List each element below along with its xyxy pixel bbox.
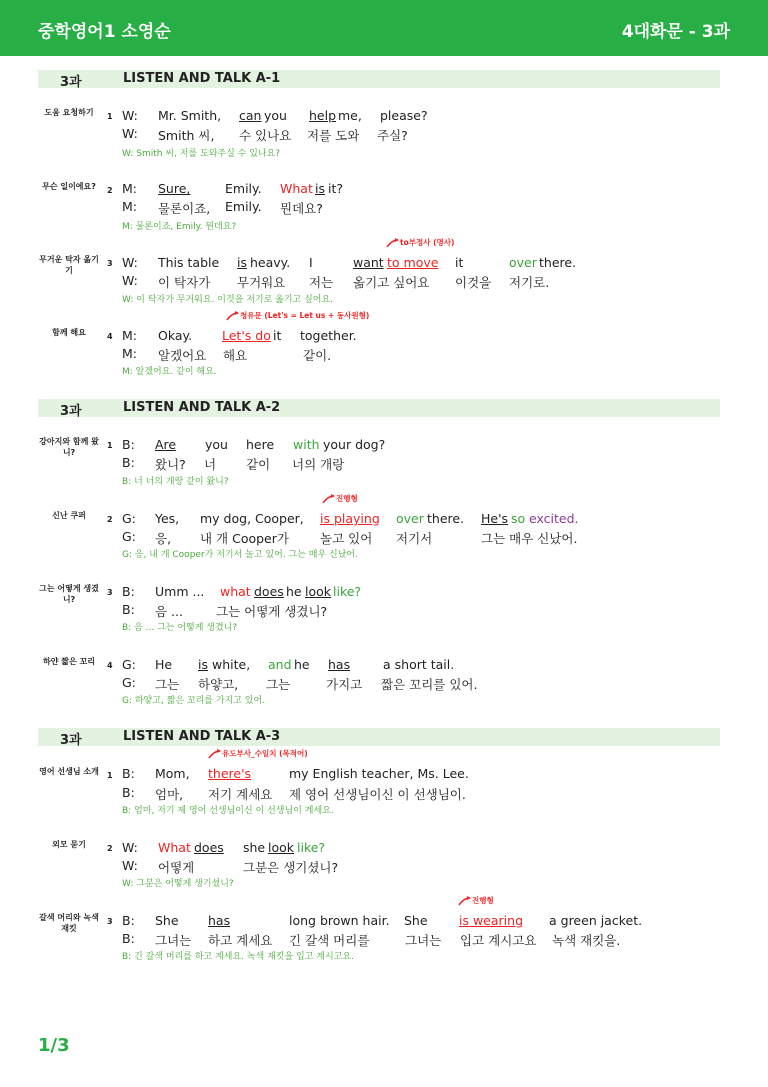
- phrase: look: [305, 584, 332, 599]
- phrase: She: [404, 913, 428, 928]
- translation: W: 그분은 어떻게 생기셨니?: [122, 879, 234, 889]
- speaker: W:: [122, 108, 138, 123]
- speaker: G:: [122, 675, 136, 690]
- speaker: B:: [122, 766, 135, 781]
- phrase: 해요: [223, 348, 248, 363]
- section-number: 3과: [60, 733, 82, 748]
- phrase: 주실?: [377, 128, 408, 143]
- item-tag: 갈색 머리와 녹색 재킷: [39, 913, 99, 933]
- phrase: my dog, Cooper,: [200, 511, 304, 526]
- item-tag: 무슨 일이에요?: [42, 182, 96, 191]
- phrase: together.: [300, 328, 357, 343]
- phrase: Sure,: [158, 181, 191, 196]
- item-tag: 신난 쿠퍼: [52, 511, 86, 520]
- speaker: M:: [122, 346, 137, 361]
- phrase: 하얗고,: [198, 677, 239, 692]
- phrase: she: [243, 840, 266, 855]
- phrase: there.: [539, 255, 577, 270]
- section-header: [38, 70, 720, 88]
- phrase: 그는: [155, 677, 180, 692]
- item-number: 2: [107, 186, 113, 195]
- phrase: 놀고 있어: [320, 531, 373, 546]
- translation: W: 이 탁자가 무거워요. 이것을 저기로 옮기고 싶어요.: [122, 295, 334, 305]
- phrase: He: [155, 657, 173, 672]
- phrase: 녹색 재킷을.: [552, 933, 621, 948]
- curved-arrow-icon: [386, 238, 400, 248]
- phrase: here: [246, 437, 275, 452]
- phrase: Smith 씨,: [158, 128, 215, 143]
- phrase: to move: [387, 255, 439, 270]
- phrase: 그녀는: [405, 933, 442, 948]
- speaker: B:: [122, 437, 135, 452]
- phrase: a short tail.: [383, 657, 455, 672]
- phrase: 무거워요: [237, 275, 286, 290]
- phrase: 하고 계세요: [208, 933, 273, 948]
- phrase: white,: [212, 657, 251, 672]
- phrase: 뭔데요?: [280, 201, 323, 216]
- phrase: my English teacher, Ms. Lee.: [289, 766, 469, 781]
- grammar-note: 진행형: [336, 494, 358, 503]
- curved-arrow-icon: [322, 494, 336, 504]
- phrase: Okay.: [158, 328, 193, 343]
- speaker: W:: [122, 840, 138, 855]
- item-number: 3: [107, 917, 113, 926]
- phrase: 저를 도와: [307, 128, 360, 143]
- phrase: 어떻게: [158, 860, 195, 875]
- phrase: 너: [204, 457, 217, 472]
- translation: B: 너 너의 개랑 같이 왔니?: [122, 477, 229, 487]
- phrase: Umm ...: [155, 584, 205, 599]
- phrase: can: [239, 108, 262, 123]
- phrase: 저는: [309, 275, 334, 290]
- item-tag: 도움 요청하기: [44, 108, 94, 117]
- phrase: has: [208, 913, 231, 928]
- phrase: is: [237, 255, 247, 270]
- speaker: M:: [122, 328, 137, 343]
- phrase: you: [264, 108, 287, 123]
- phrase: 저기서: [396, 531, 433, 546]
- phrase: does: [254, 584, 284, 599]
- phrase: and: [268, 657, 292, 672]
- translation: W: Smith 씨, 저를 도와주실 수 있나요?: [122, 149, 281, 159]
- translation: B: 음 ... 그는 어떻게 생겼니?: [122, 623, 238, 633]
- item-tag: 그는 어떻게 생겼니?: [39, 584, 99, 604]
- phrase: This table: [158, 255, 220, 270]
- phrase: it: [455, 255, 464, 270]
- phrase: What: [158, 840, 191, 855]
- item-tag: 영어 선생님 소개: [39, 767, 99, 776]
- section-number: 3과: [60, 404, 82, 419]
- phrase: Mom,: [155, 766, 190, 781]
- speaker: W:: [122, 255, 138, 270]
- phrase: 가지고: [326, 677, 363, 692]
- section-header: [38, 728, 720, 746]
- grammar-note: to부정사 (명사): [400, 238, 455, 247]
- phrase: 제 영어 선생님이신 이 선생님이.: [289, 787, 466, 802]
- phrase: 그는 어떻게 생겼니?: [216, 604, 328, 619]
- phrase: is: [315, 181, 325, 196]
- phrase: he: [286, 584, 302, 599]
- phrase: is: [198, 657, 208, 672]
- item-tag: 외모 묻기: [52, 840, 86, 849]
- translation: M: 물론이죠, Emily. 뭔데요?: [122, 222, 237, 232]
- phrase: 입고 계시고요: [460, 933, 537, 948]
- phrase: 물론이죠,: [158, 201, 211, 216]
- phrase: there's: [208, 766, 252, 781]
- phrase: 긴 갈색 머리를: [289, 933, 370, 948]
- curved-arrow-icon: [458, 896, 472, 906]
- phrase: long brown hair.: [289, 913, 390, 928]
- curved-arrow-icon: [208, 749, 222, 759]
- translation: B: 긴 갈색 머리를 하고 계세요. 녹색 재킷을 입고 계시고요.: [122, 952, 354, 962]
- grammar-note: 청유문 (Let's = Let us + 동사원형): [240, 311, 370, 320]
- grammar-note: 진행형: [472, 896, 494, 905]
- translation: G: 하얗고, 짧은 꼬리를 가지고 있어.: [122, 696, 266, 706]
- phrase: She: [155, 913, 179, 928]
- speaker: W:: [122, 273, 138, 288]
- item-tag: 강아지와 함께 왔니?: [39, 437, 99, 457]
- header-title: 중학영어1 소영순: [38, 22, 171, 42]
- item-tag: 함께 해요: [52, 328, 86, 337]
- phrase: Mr. Smith,: [158, 108, 222, 123]
- section-header: [38, 399, 720, 417]
- grammar-note: 유도부사_수일치 (목적어): [222, 749, 308, 758]
- phrase: 그는 매우 신났어.: [481, 531, 578, 546]
- phrase: what: [220, 584, 251, 599]
- translation: G: 응, 내 개 Cooper가 저기서 놀고 있어. 그는 매우 신났어.: [122, 550, 358, 560]
- phrase: you: [205, 437, 228, 452]
- translation: B: 엄마, 저기 제 영어 선생님이신 이 선생님이 계세요.: [122, 806, 334, 816]
- phrase: 이 탁자가: [158, 275, 211, 290]
- phrase: Let's do: [222, 328, 271, 343]
- speaker: G:: [122, 657, 136, 672]
- speaker: B:: [122, 602, 135, 617]
- phrase: 응,: [155, 531, 172, 546]
- phrase: 이것을: [455, 275, 492, 290]
- phrase: 알겠어요: [158, 348, 207, 363]
- page-header: [0, 0, 768, 56]
- speaker: B:: [122, 785, 135, 800]
- section-title: LISTEN AND TALK A-1: [123, 71, 281, 86]
- translation: M: 알겠어요. 같이 해요.: [122, 367, 217, 377]
- phrase: 저기 계세요: [208, 787, 273, 802]
- phrase: He's: [481, 511, 509, 526]
- phrase: has: [328, 657, 351, 672]
- phrase: 그녀는: [155, 933, 192, 948]
- phrase: over: [396, 511, 424, 526]
- phrase: 음 ...: [155, 604, 183, 619]
- phrase: excited.: [529, 511, 579, 526]
- phrase: me,: [338, 108, 362, 123]
- phrase: 왔니?: [155, 457, 186, 472]
- phrase: heavy.: [250, 255, 291, 270]
- phrase: 엄마,: [155, 787, 184, 802]
- item-number: 2: [107, 844, 113, 853]
- phrase: it: [273, 328, 282, 343]
- phrase: I: [309, 255, 313, 270]
- item-tag: 무거운 탁자 옮기기: [39, 255, 99, 275]
- phrase: look: [268, 840, 295, 855]
- phrase: like?: [333, 584, 362, 599]
- speaker: B:: [122, 584, 135, 599]
- phrase: is playing: [320, 511, 380, 526]
- speaker: M:: [122, 181, 137, 196]
- phrase: 수 있나요: [239, 128, 292, 143]
- phrase: is wearing: [459, 913, 524, 928]
- phrase: 짧은 꼬리를 있어.: [381, 677, 478, 692]
- item-number: 4: [107, 332, 113, 341]
- phrase: please?: [380, 108, 428, 123]
- speaker: G:: [122, 511, 136, 526]
- speaker: G:: [122, 529, 136, 544]
- phrase: there.: [427, 511, 465, 526]
- phrase: with: [293, 437, 320, 452]
- phrase: like?: [297, 840, 326, 855]
- phrase: 저기로.: [509, 275, 550, 290]
- phrase: Yes,: [155, 511, 180, 526]
- phrase: Are: [155, 437, 177, 452]
- header-lesson: 4대화문 - 3과: [621, 22, 730, 42]
- speaker: W:: [122, 858, 138, 873]
- item-number: 4: [107, 661, 113, 670]
- item-number: 1: [107, 441, 113, 450]
- section-title: LISTEN AND TALK A-2: [123, 400, 281, 415]
- phrase: he: [294, 657, 310, 672]
- item-number: 2: [107, 515, 113, 524]
- phrase: help: [309, 108, 337, 123]
- phrase: want: [353, 255, 384, 270]
- phrase: over: [509, 255, 537, 270]
- phrase: so: [511, 511, 526, 526]
- phrase: a green jacket.: [549, 913, 643, 928]
- speaker: B:: [122, 455, 135, 470]
- speaker: B:: [122, 931, 135, 946]
- phrase: What: [280, 181, 313, 196]
- page-number: 1/3: [38, 1035, 70, 1056]
- phrase: 내 개 Cooper가: [200, 531, 289, 546]
- item-number: 1: [107, 112, 113, 121]
- phrase: Emily.: [225, 181, 262, 196]
- section-title: LISTEN AND TALK A-3: [123, 729, 281, 744]
- section-number: 3과: [60, 75, 82, 90]
- speaker: B:: [122, 913, 135, 928]
- speaker: W:: [122, 126, 138, 141]
- phrase: it?: [328, 181, 344, 196]
- item-number: 3: [107, 259, 113, 268]
- phrase: 그는: [266, 677, 291, 692]
- phrase: Emily.: [225, 199, 262, 214]
- phrase: 같이: [246, 457, 271, 472]
- speaker: M:: [122, 199, 137, 214]
- phrase: 너의 개랑: [292, 457, 345, 472]
- phrase: 같이.: [303, 348, 332, 363]
- item-number: 3: [107, 588, 113, 597]
- item-tag: 하얀 짧은 꼬리: [43, 657, 95, 666]
- item-number: 1: [107, 771, 113, 780]
- phrase: 그분은 생기셨니?: [243, 860, 339, 875]
- curved-arrow-icon: [226, 311, 240, 321]
- phrase: 옮기고 싶어요: [353, 275, 430, 290]
- phrase: does: [194, 840, 224, 855]
- phrase: your dog?: [323, 437, 386, 452]
